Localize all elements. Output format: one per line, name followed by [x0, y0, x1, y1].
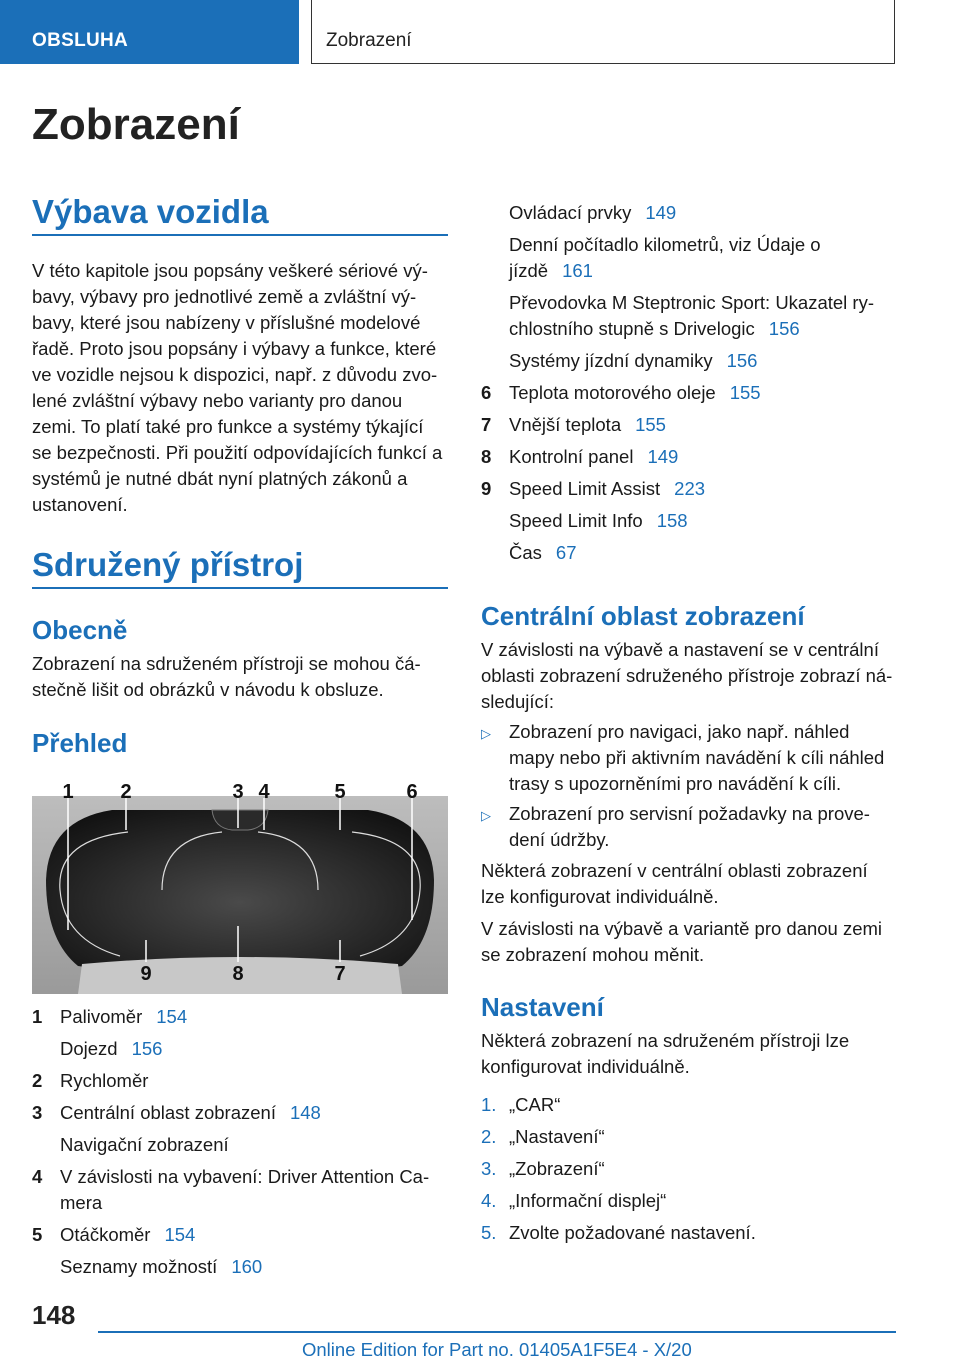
text-line: V závislosti na výbavě a variantě pro danou zemi: [481, 918, 883, 939]
callout-label: 7: [334, 963, 346, 985]
text-line: bavy, výbavy pro jednotlivé země a zvláštní vý‐: [32, 286, 417, 307]
legend-text: mera: [60, 1192, 103, 1213]
legend-number: 4: [32, 1166, 43, 1187]
text-line: lze konfigurovat individuálně.: [481, 886, 719, 907]
step-number: 5.: [481, 1222, 497, 1243]
text-line: oblasti zobrazení sdruženého přístroje zobrazí ná‐: [481, 665, 893, 686]
heading-sdruzeny: Sdružený přístroj: [32, 546, 304, 583]
page-ref-link[interactable]: 149: [645, 202, 677, 223]
legend-number: 2: [32, 1070, 43, 1091]
page-ref-link[interactable]: 155: [729, 382, 761, 403]
callout-label: 8: [232, 963, 244, 985]
text-line: sledující:: [481, 691, 555, 712]
legend-text: Speed Limit Info: [509, 510, 643, 531]
paragraph-config: [481, 858, 901, 968]
paragraph-nastaveni: [481, 1028, 901, 1080]
page-ref-link[interactable]: 67: [555, 542, 577, 563]
legend-text: Čas: [509, 542, 542, 563]
instrument-cluster-illustration: [32, 780, 448, 994]
legend-number: 1: [32, 1006, 43, 1027]
callout-label: 2: [120, 781, 132, 803]
legend-number: 8: [481, 446, 492, 467]
heading-nastaveni: Nastavení: [481, 992, 604, 1022]
bullet-item: [481, 719, 901, 799]
bullet-item: [481, 801, 901, 855]
page-ref-link[interactable]: 154: [156, 1006, 188, 1027]
text-line: Některá zobrazení na sdruženém přístroji lze: [481, 1030, 850, 1051]
page-ref-link[interactable]: 156: [131, 1038, 163, 1059]
page-number: 148: [32, 1300, 76, 1330]
legend-text: Speed Limit Assist: [509, 478, 661, 499]
heading-vybava: Výbava vozidla: [32, 193, 269, 230]
step-number: 3.: [481, 1158, 497, 1179]
paragraph-obecne: [32, 651, 452, 703]
page-ref-link[interactable]: 156: [726, 350, 758, 371]
legend-text: Denní počítadlo kilometrů, viz Údaje o: [509, 234, 821, 255]
page-ref-link[interactable]: 223: [674, 478, 706, 499]
callout-label: 6: [406, 781, 418, 803]
legend-text: jízdě: [509, 260, 549, 281]
text-line: Zobrazení pro navigaci, jako např. náhled: [509, 721, 850, 742]
legend-text: Seznamy možností: [60, 1256, 218, 1277]
legend-number: 6: [481, 382, 492, 403]
legend-text: Teplota motorového oleje: [509, 382, 716, 403]
callout-label: 3: [232, 781, 244, 803]
step-number: 2.: [481, 1126, 497, 1147]
footer-edition: Online Edition for Part no. 01405A1F5E4 - X/20: [302, 1339, 692, 1360]
text-line: se bezpečnosti. Při použití odpovídajících funkcí a: [32, 442, 443, 463]
heading-centralni: Centrální oblast zobrazení: [481, 601, 805, 631]
legend-text: Dojezd: [60, 1038, 118, 1059]
page-ref-link[interactable]: 154: [164, 1224, 196, 1245]
text-line: Zobrazení na sdruženém přístroji se mohou čá‐: [32, 653, 421, 674]
page-ref-link[interactable]: 155: [635, 414, 666, 435]
text-line: Zobrazení pro servisní požadavky na prove‐: [509, 803, 870, 824]
step-text: „Zobrazení“: [509, 1158, 605, 1179]
section-label: OBSLUHA: [32, 30, 129, 51]
text-line: zemi. To platí také pro funkce a systémy týkající: [32, 416, 424, 437]
page-ref-link[interactable]: 149: [647, 446, 679, 467]
paragraph-vybava: [32, 258, 452, 518]
text-line: V závislosti na výbavě a nastavení se v centrální: [481, 639, 879, 660]
step-text: „Nastavení“: [509, 1126, 605, 1147]
legend-text: Otáčkoměr: [60, 1224, 151, 1245]
header-title-box: [311, 0, 895, 64]
legend-number: 3: [32, 1102, 43, 1123]
text-line: dení údržby.: [509, 829, 610, 850]
footer-rule: [98, 1331, 896, 1333]
page-ref-link[interactable]: 161: [562, 260, 593, 281]
heading-rule: [32, 234, 448, 236]
callout-label: 4: [258, 781, 270, 803]
text-line: Některá zobrazení v centrální oblasti zobrazení: [481, 860, 868, 881]
legend-text: Palivoměr: [60, 1006, 143, 1027]
text-line: se zobrazení mohou měnit.: [481, 944, 705, 965]
step-text: „CAR“: [509, 1094, 561, 1115]
callout-label: 5: [334, 781, 346, 803]
text-line: V této kapitole jsou popsány veškeré sériové vý‐: [32, 260, 428, 281]
text-line: systémů je nutné dbát nyní platných zákonů a: [32, 468, 408, 489]
legend-text: Ovládací prvky: [509, 202, 632, 223]
text-line: ustanovení.: [32, 494, 128, 515]
legend-text: Převodovka M Steptronic Sport: Ukazatel ry‐: [509, 292, 875, 313]
text-line: řadě. Proto jsou popsány i výbavy a funkce, které: [32, 338, 437, 359]
legend-text: Rychloměr: [60, 1070, 149, 1091]
legend-number: 5: [32, 1224, 43, 1245]
text-line: lené zvláštní výbavy nebo varianty pro danou: [32, 390, 403, 411]
step-text: „Informační displej“: [509, 1190, 667, 1211]
legend-text: Kontrolní panel: [509, 446, 634, 467]
legend-text: Centrální oblast zobrazení: [60, 1102, 276, 1123]
triangle-bullet-icon: ▷: [481, 808, 491, 823]
legend-text: Vnější teplota: [509, 414, 622, 435]
heading-prehled: Přehled: [32, 728, 128, 758]
page-ref-link[interactable]: 156: [768, 318, 800, 339]
legend-text: Navigační zobrazení: [60, 1134, 229, 1155]
page-title: Zobrazení: [32, 100, 240, 149]
heading-rule: [32, 587, 448, 589]
header-title: Zobrazení: [326, 30, 412, 51]
text-line: mapy nebo při aktivním navádění k cíli náhled: [509, 747, 885, 768]
triangle-bullet-icon: ▷: [481, 726, 491, 741]
instrument-cluster-icon: [32, 780, 448, 994]
page-ref-link[interactable]: 148: [289, 1102, 321, 1123]
legend-text: chlostního stupně s Drivelogic: [509, 318, 755, 339]
text-line: trasy s upozorněními pro navádění k cíli.: [509, 773, 842, 794]
step-text: Zvolte požadované nastavení.: [509, 1222, 756, 1243]
step-number: 4.: [481, 1190, 497, 1211]
text-line: bavy, které jsou nabízeny v příslušné modelové: [32, 312, 421, 333]
step-number: 1.: [481, 1094, 497, 1115]
callout-label: 9: [140, 963, 152, 985]
text-line: konfigurovat individuálně.: [481, 1056, 690, 1077]
text-line: ve vozidle nejsou k dispozici, např. z důvodu zvo‐: [32, 364, 438, 385]
legend-number: 9: [481, 478, 492, 499]
legend-number: 7: [481, 414, 492, 435]
page-ref-link[interactable]: 160: [231, 1256, 263, 1277]
page-ref-link[interactable]: 158: [656, 510, 688, 531]
legend-text: Systémy jízdní dynamiky: [509, 350, 713, 371]
heading-obecne: Obecně: [32, 615, 128, 645]
section-tab: [0, 0, 299, 64]
callout-label: 1: [62, 781, 74, 803]
legend-text: V závislosti na vybavení: Driver Attention Ca‐: [60, 1166, 430, 1187]
text-line: stečně lišit od obrázků v návodu k obsluze.: [32, 679, 384, 700]
paragraph-centralni: [481, 637, 901, 715]
